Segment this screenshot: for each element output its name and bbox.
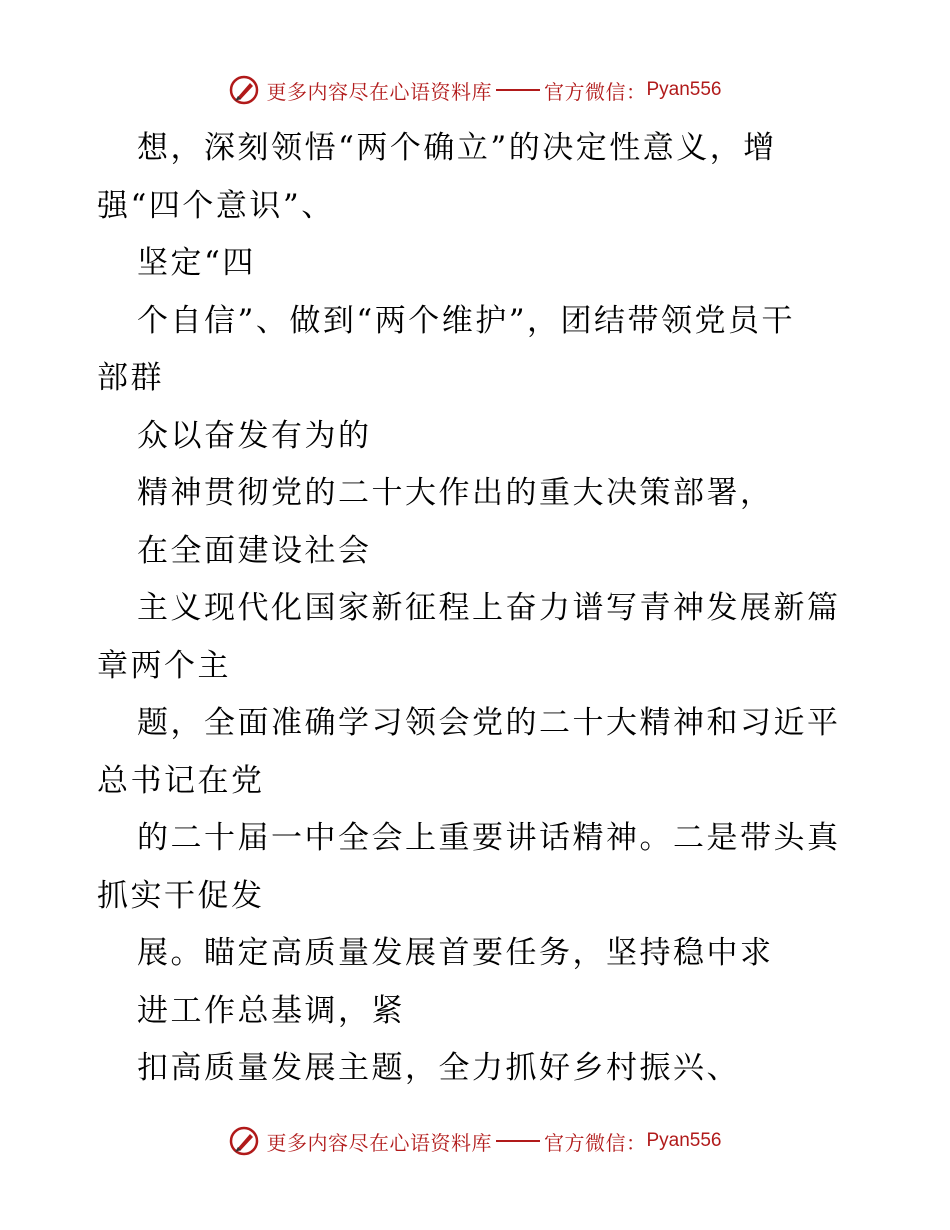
text-line: 在全面建设社会	[137, 532, 372, 569]
header-banner	[0, 72, 950, 108]
header-separator	[496, 89, 540, 91]
footer-wechat-id: Pyan556	[646, 1130, 722, 1151]
red-quill-logo-icon	[228, 74, 260, 106]
footer-wechat-label: 官方微信：	[543, 1130, 647, 1155]
header-site-text: 更多内容尽在心语资料库	[266, 79, 492, 104]
text-line: 的二十届一中全会上重要讲话精神。二是带头真	[137, 820, 841, 856]
text-line: 强“四个意识”、	[97, 187, 335, 224]
text-line: 精神贯彻党的二十大作出的重大决策部署，	[137, 475, 774, 511]
text-line: 总书记在党	[97, 762, 265, 799]
document-body	[97, 120, 857, 1098]
text-line: 章两个主	[97, 647, 231, 684]
footer-separator	[496, 1140, 540, 1142]
text-line: 主义现代化国家新征程上奋力谱写青神发展新篇	[137, 590, 841, 626]
text-line: 众以奋发有为的	[137, 417, 372, 454]
footer-banner	[0, 1123, 950, 1159]
text-line: 展。瞄定高质量发展首要任务，坚持稳中求	[137, 935, 774, 971]
text-line: 抓实干促发	[97, 877, 265, 914]
footer-site-text: 更多内容尽在心语资料库	[266, 1130, 492, 1155]
text-line: 扣高质量发展主题，全力抓好乡村振兴、	[137, 1050, 740, 1086]
text-line: 个自信”、做到“两个维护”，团结带领党员干	[137, 302, 796, 339]
header-wechat-id: Pyan556	[646, 79, 722, 100]
text-line: 题，全面准确学习领会党的二十大精神和习近平	[137, 705, 841, 741]
text-line: 想，深刻领悟“两个确立”的决定性意义，增	[137, 130, 777, 166]
header-wechat-label: 官方微信：	[543, 79, 647, 104]
text-line: 部群	[97, 360, 164, 396]
red-quill-logo-icon	[228, 1125, 260, 1157]
text-line: 坚定“四	[137, 245, 256, 281]
text-line: 进工作总基调，紧	[137, 992, 405, 1029]
